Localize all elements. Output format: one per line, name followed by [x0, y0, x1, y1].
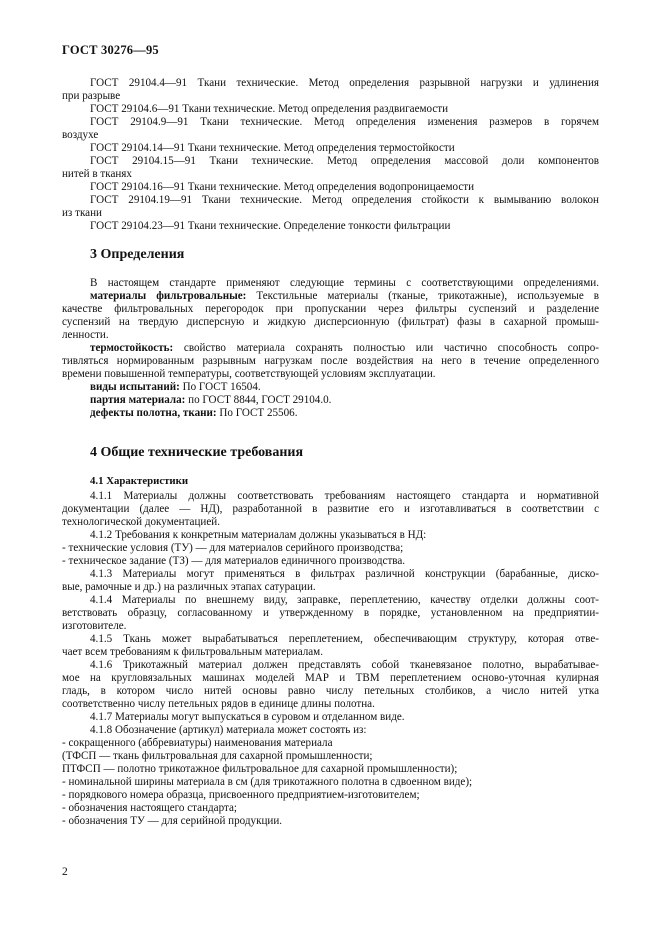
definition-term: термостойкость:	[90, 342, 174, 354]
body-line: - обозначения ТУ — для серийной продукции.	[62, 815, 283, 827]
definition-line: качестве фильтровальных перегородок при пропускании через фильтры суспензий и разделение	[62, 303, 599, 315]
definition-text: По ГОСТ 16504.	[182, 381, 261, 393]
body-line: 4.1.6 Трикотажный материал должен представлять собой тканевязаное полотно, вырабатывае-	[90, 659, 599, 671]
body-line: 4.1.3 Материалы могут применяться в фильтрах различной конструкции (барабанные, диско-	[90, 568, 599, 580]
definition-line: суспензий на твердую дисперсную и жидкую дисперсионную (фильтрат) фазы в сахарной промыш-	[62, 316, 599, 328]
definition-text: По ГОСТ 25506.	[219, 407, 298, 419]
body-line: 4.1.2 Требования к конкретным материалам должны указываться в НД:	[90, 529, 427, 541]
body-line: 4.1.4 Материалы по внешнему виду, заправке, переплетению, качеству отделки должны соот-	[90, 594, 599, 606]
definition-term: партия материала:	[90, 394, 186, 406]
body-line: технологической документацией.	[62, 516, 220, 528]
section-3-title: 3 Определения	[90, 247, 185, 262]
body-line: (ТФСП — ткань фильтровальная для сахарной промышленности;	[62, 750, 373, 762]
definition-line: ленности.	[62, 329, 109, 341]
definition-line	[90, 407, 599, 420]
reference-line: ГОСТ 29104.9—91 Ткани технические. Метод определения изменения размеров в горячем	[90, 116, 599, 128]
body-line: - обозначения настоящего стандарта;	[62, 802, 237, 814]
body-line: мое на кругловязальных машинах моделей МАР и ТВМ переплетением осново-уточная кулирная	[62, 672, 599, 684]
reference-line: ГОСТ 29104.16—91 Ткани технические. Метод определения водопроницаемости	[90, 181, 475, 193]
definition-term: материалы фильтровальные:	[90, 290, 247, 302]
definition-line	[90, 290, 599, 303]
definition-term: виды испытаний:	[90, 381, 180, 393]
body-line: 4.1.8 Обозначение (артикул) материала может состоять из:	[90, 724, 367, 736]
reference-line: ГОСТ 29104.15—91 Ткани технические. Метод определения массовой доли компонентов	[90, 155, 599, 167]
page-number: 2	[62, 866, 68, 878]
body-line: вые, рамочные и др.) на различных этапах сатурации.	[62, 581, 316, 593]
body-line: 4.1.5 Ткань может вырабатываться переплетением, обеспечивающим структуру, которая отве-	[90, 633, 599, 645]
reference-line: ГОСТ 29104.19—91 Ткани технические. Метод определения стойкости к вымыванию волокон	[90, 194, 599, 206]
body-line: чает всем требованиям к фильтровальным материалам.	[62, 646, 323, 658]
body-line: - номинальной ширины материала в см (для трикотажного полотна в сдвоенном виде);	[62, 776, 473, 788]
reference-line: ГОСТ 29104.6—91 Ткани технические. Метод определения раздвигаемости	[90, 103, 449, 115]
definition-line: времени повышенной температуры, соответствующей условиям эксплуатации.	[62, 368, 436, 380]
body-line: ПТФСП — полотно трикотажное фильтровальное для сахарной промышленности);	[62, 763, 458, 775]
body-line: 4.1.7 Материалы могут выпускаться в суровом и отделанном виде.	[90, 711, 405, 723]
reference-line: при разрыве	[62, 90, 121, 102]
definition-line	[90, 342, 599, 355]
body-line: гладь, в котором число нитей основы равно числу петельных столбиков, а число нитей утка	[62, 685, 599, 697]
reference-line: воздухе	[62, 129, 99, 141]
reference-line: из ткани	[62, 207, 102, 219]
subsection-title: 4.1 Характеристики	[90, 475, 189, 487]
body-line: - порядкового номера образца, присвоенного предприятием-изготовителем;	[62, 789, 420, 801]
body-line: изготовителе.	[62, 620, 127, 632]
body-line: - технические условия (ТУ) — для материалов серийного производства;	[62, 542, 404, 554]
page-header: ГОСТ 30276—95	[62, 43, 159, 57]
definition-line	[90, 394, 599, 407]
definition-term: дефекты полотна, ткани:	[90, 407, 217, 419]
body-line: - техническое задание (ТЗ) — для материалов единичного производства.	[62, 555, 406, 567]
reference-line: ГОСТ 29104.23—91 Ткани технические. Определение тонкости фильтрации	[90, 220, 451, 232]
body-line: - сокращенного (аббревиатуры) наименования материала	[62, 737, 333, 749]
definition-line	[90, 381, 599, 394]
body-line: соответственно числу петельных рядов в единице длины полотна.	[62, 698, 375, 710]
definition-text: Текстильные материалы (тканые, трикотажные), используемые в	[256, 290, 600, 302]
definition-line: тивляться нормированным разрывным нагрузкам после воздействия на него в течение определенного	[62, 355, 599, 367]
definition-text: по ГОСТ 8844, ГОСТ 29104.0.	[188, 394, 332, 406]
body-line: ветствовать образцу, согласованному и утвержденному в порядке, установленном на предприятии-	[62, 607, 599, 619]
body-line: 4.1.1 Материалы должны соответствовать требованиям настоящего стандарта и нормативной	[90, 490, 599, 502]
definitions-intro: В настоящем стандарте применяют следующие термины с соответствующими определениями.	[90, 277, 599, 289]
body-line: документации (далее — НД), разработанной в развитие его и изготавливаться в соответствии с	[62, 503, 599, 515]
reference-line: ГОСТ 29104.14—91 Ткани технические. Метод определения термостойкости	[90, 142, 455, 154]
reference-line: ГОСТ 29104.4—91 Ткани технические. Метод определения разрывной нагрузки и удлинения	[90, 77, 599, 89]
reference-line: нитей в тканях	[62, 168, 132, 180]
section-4-title: 4 Общие технические требования	[90, 445, 304, 460]
definition-text: свойство материала сохранять полностью или частично способность сопро-	[183, 342, 599, 354]
